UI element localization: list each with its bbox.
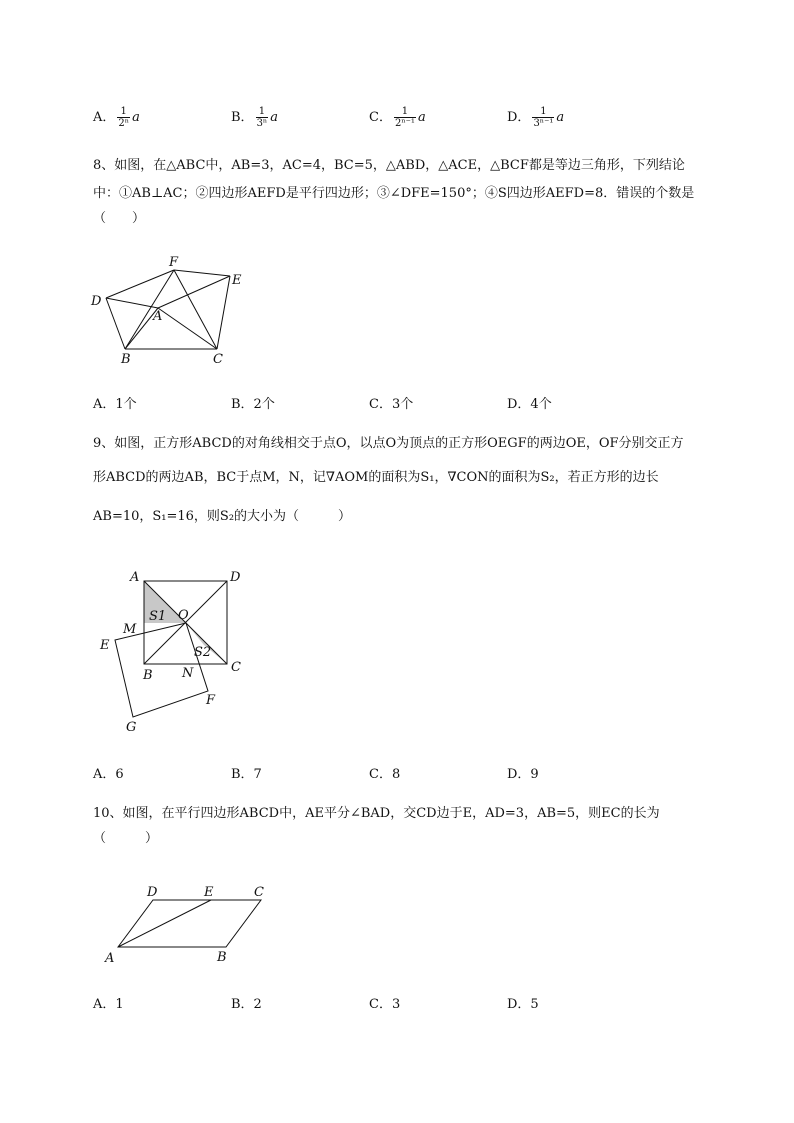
label-D: D [230,570,241,585]
q8-option-b[interactable]: B．2个 [231,397,275,412]
seg-AE [158,276,230,308]
q10-option-b[interactable]: B．2 [231,997,262,1012]
label-C: C [231,660,241,675]
q8-stem-line2: 中：①AB⊥AC；②四边形AEFD是平行四边形；③∠DFE=150°；④S四边形AEFD=8．错误的个数是 [93,186,695,201]
q7-option-b[interactable]: B． $\frac{1}{\text{3ⁿ}}$ a [231,106,279,129]
seg-FC [174,270,217,349]
q10-option-a[interactable]: A．1 [93,997,124,1012]
label-A: A [130,570,140,585]
label-A: A [105,951,115,966]
label-G: G [126,720,137,735]
seg-DA [106,298,158,308]
fraction: $\frac{1}{\text{3ⁿ⁻¹}}$ [533,106,554,129]
seg-AC [158,308,217,349]
q9-options [93,763,713,785]
label-E: E [100,638,110,653]
q7-options [93,106,713,128]
label-C: C [254,885,264,900]
fraction: $\frac{1}{\text{3ⁿ}}$ [256,106,268,129]
q7-option-a[interactable]: A． $\frac{1}{\text{2ⁿ}}$ a [93,106,140,129]
q9-stem-line3: AB=10，S₁=16，则S₂的大小为（ ） [93,509,352,524]
q7-option-d[interactable]: D． $\frac{1}{\text{3ⁿ⁻¹}}$ a [507,106,565,129]
q8-option-c[interactable]: C．3个 [369,397,414,412]
seg-DF [106,270,174,298]
label-A: A [153,309,163,324]
label-E: E [204,885,214,900]
seg-FE [174,270,230,276]
label-B: B [143,668,153,683]
label-B: B [217,950,227,965]
label-E: E [232,273,242,288]
label-D: D [91,294,102,309]
q8-option-d[interactable]: D．4个 [507,397,552,412]
q10-stem-line2: （ ） [93,831,159,846]
label-S1: S1 [149,609,167,624]
label-F: F [169,255,179,270]
fraction: $\frac{1}{\text{2ⁿ}}$ [118,106,130,129]
q10-option-c[interactable]: C．3 [369,997,401,1012]
q7-option-c[interactable]: C． $\frac{1}{\text{2ⁿ⁻¹}}$ a [369,106,426,129]
seg-EC [217,276,230,349]
label-S2: S2 [194,645,212,660]
q8-option-a[interactable]: A．1个 [93,397,137,412]
label-O: O [178,608,189,623]
fraction: $\frac{1}{\text{2ⁿ⁻¹}}$ [394,106,415,129]
q9-option-d[interactable]: D．9 [507,767,539,782]
label-M: M [123,622,137,637]
parallelogram-ABCD [118,900,261,947]
q9-figure [90,565,260,735]
q8-stem-line3: （ ） [93,211,146,226]
q10-stem-line1: 10、如图，在平行四边形ABCD中，AE平分∠BAD，交CD边于E，AD=3，AB=5，则EC的长为 [93,806,660,821]
q10-options [93,993,713,1015]
label-N: N [182,666,194,681]
label-D: D [147,885,158,900]
q10-figure [95,878,280,968]
q8-figure [85,250,255,368]
q9-option-b[interactable]: B．7 [231,767,262,782]
q9-stem-line2: 形ABCD的两边AB，BC于点M，N，记∇AOM的面积为S₁，∇CON的面积为S₂，若正方形的边长 [93,470,659,485]
seg-DB [106,298,125,349]
q8-stem-line1: 8、如图，在△ABC中，AB=3，AC=4，BC=5，△ABD，△ACE，△BCF都是等边三角形，下列结论 [93,158,685,173]
q9-option-c[interactable]: C．8 [369,767,401,782]
q9-stem-line1: 9、如图，正方形ABCD的对角线相交于点O，以点O为顶点的正方形OEGF的两边OE，OF分别交正方 [93,436,684,451]
q9-option-a[interactable]: A．6 [93,767,124,782]
label-B: B [121,352,131,367]
square-OEGF [115,623,208,717]
q10-option-d[interactable]: D．5 [507,997,539,1012]
seg-BF [125,270,174,349]
label-F: F [206,693,216,708]
q8-options [93,393,713,415]
seg-AE [118,900,211,947]
label-C: C [213,352,223,367]
